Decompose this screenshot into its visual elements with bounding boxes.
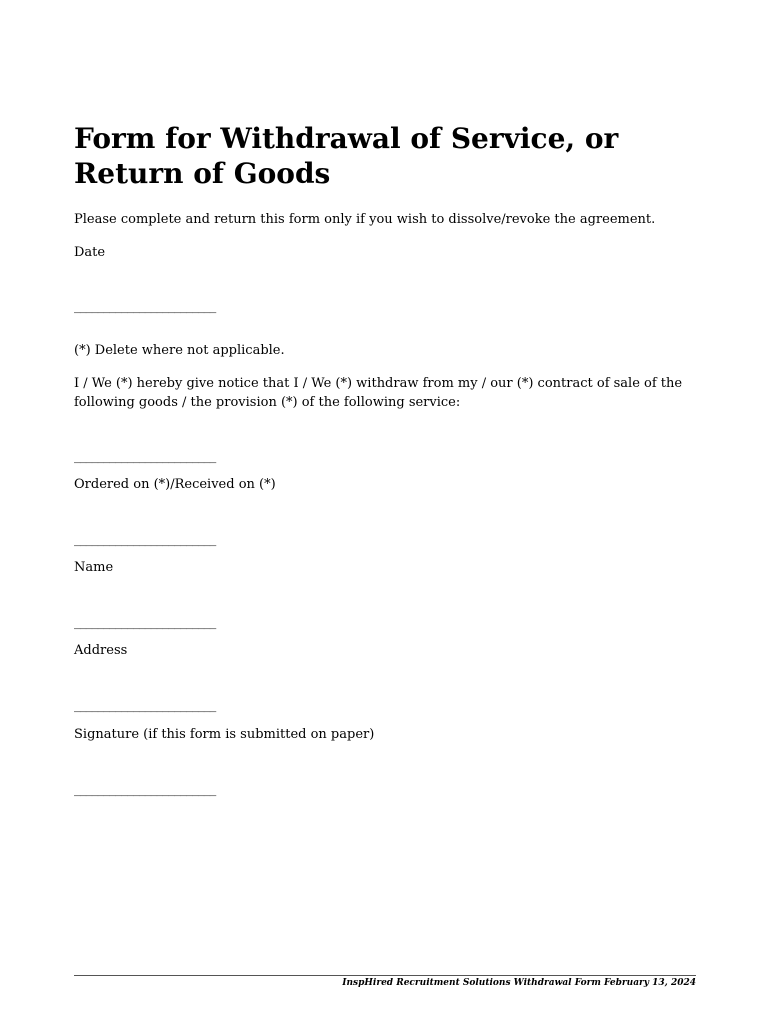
intro-text: Please complete and return this form only if you wish to dissolve/revoke the agreement. xyxy=(74,212,656,227)
notice-text: I / We (*) hereby give notice that I / We (*) withdraw from my / our (*) contract of sale of the following goods / the provision (*) of the following service: xyxy=(74,376,683,410)
footer-divider xyxy=(74,975,696,976)
name-label: Name xyxy=(74,560,114,575)
signature-label: Signature (if this form is submitted on paper) xyxy=(74,727,375,742)
delete-note: (*) Delete where not applicable. xyxy=(74,343,285,358)
goods-blank-line[interactable]: ________________________ xyxy=(74,449,216,464)
name-blank-line[interactable]: ________________________ xyxy=(74,615,216,630)
address-blank-line[interactable]: ________________________ xyxy=(74,698,216,713)
footer-text: InspHired Recruitment Solutions Withdrawal Form February 13, 2024 xyxy=(342,978,696,988)
date-blank-line[interactable]: ________________________ xyxy=(74,299,216,314)
signature-blank-line[interactable]: ________________________ xyxy=(74,782,216,797)
address-label: Address xyxy=(74,643,128,658)
ordered-label: Ordered on (*)/Received on (*) xyxy=(74,477,276,492)
document-page xyxy=(74,0,696,1024)
date-label: Date xyxy=(74,245,106,260)
ordered-blank-line[interactable]: ________________________ xyxy=(74,532,216,547)
page-title: Form for Withdrawal of Service, or Return of Goods xyxy=(74,122,619,190)
